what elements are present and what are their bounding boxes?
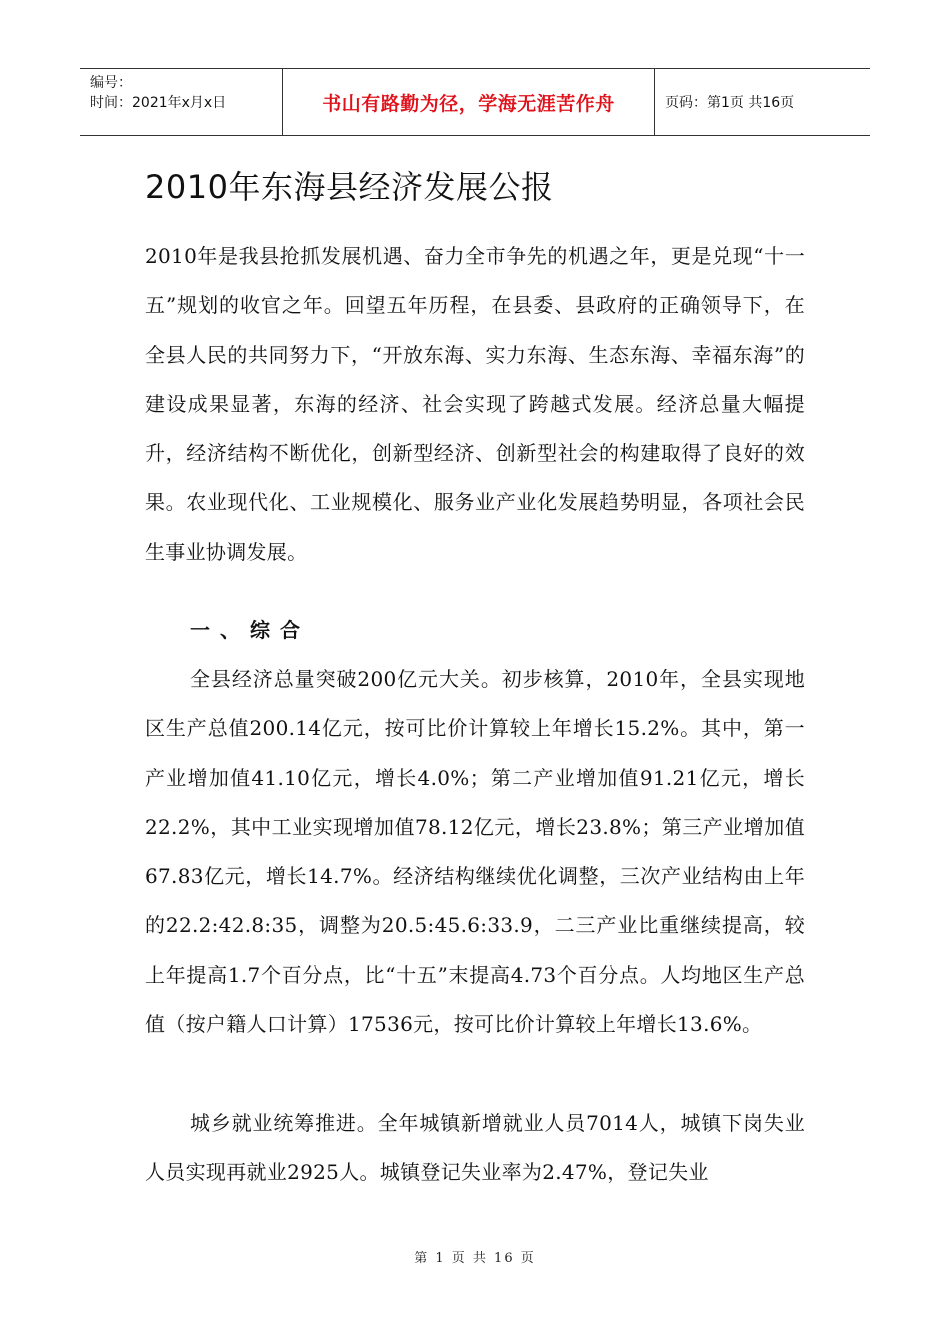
section-heading: 一、综合 [190, 618, 310, 642]
page-footer: 第 1 页 共 16 页 [414, 1251, 536, 1266]
header-table [80, 68, 870, 136]
intro-paragraph: 2010年是我县抢抓发展机遇、奋力全市争先的机遇之年，更是兑现“十一五”规划的收官之年。回望五年历程，在县委、县政府的正确领导下，在全县人民的共同努力下，“开放东海、实力东海、生态东海、幸福东海”的建设成果显著，东海的经济、社会实现了跨越式发展。经济总量大幅提升，经济结构不断优化，创新型经济、创新型社会的构建取得了良好的效果。农业现代化、工业规模化、服务业产业化发展趋势明显，各项社会民生事业协调发展。 [145, 244, 805, 564]
section-paragraph-2: 城乡就业统筹推进。全年城镇新增就业人员7014人，城镇下岗失业人员实现再就业2925人。城镇登记失业率为2.47%，登记失业 [145, 1111, 805, 1185]
header-motto: 书山有路勤为径，学海无涯苦作舟 [282, 69, 655, 135]
section-paragraph-1: 全县经济总量突破200亿元大关。初步核算，2010年，全县实现地区生产总值200.14亿元，按可比价计算较上年增长15.2%。其中，第一产业增加值41.10亿元，增长4.0%；第二产业增加值91.21亿元，增长22.2%，其中工业实现增加值78.12亿元，增长23.8%；第三产业增加值67.83亿元，增长14.7%。经济结构继续优化调整，三次产业结构由上年的22.2:42.8:35，调整为20.5:45.6:33.9，二三产业比重继续提高，较上年提高1.7个百分点，比“十五”末提高4.73个百分点。人均地区生产总值（按户籍人口计算）17536元，按可比价计算较上年增长13.6%。 [145, 667, 805, 1037]
header-meta [80, 69, 282, 135]
document-title: 2010年东海县经济发展公报 [145, 168, 554, 206]
time-label: 时间：2021年x月x日 [90, 95, 227, 111]
header-page-info: 页码：第1页 共16页 [665, 95, 795, 111]
number-label: 编号： [90, 75, 132, 91]
